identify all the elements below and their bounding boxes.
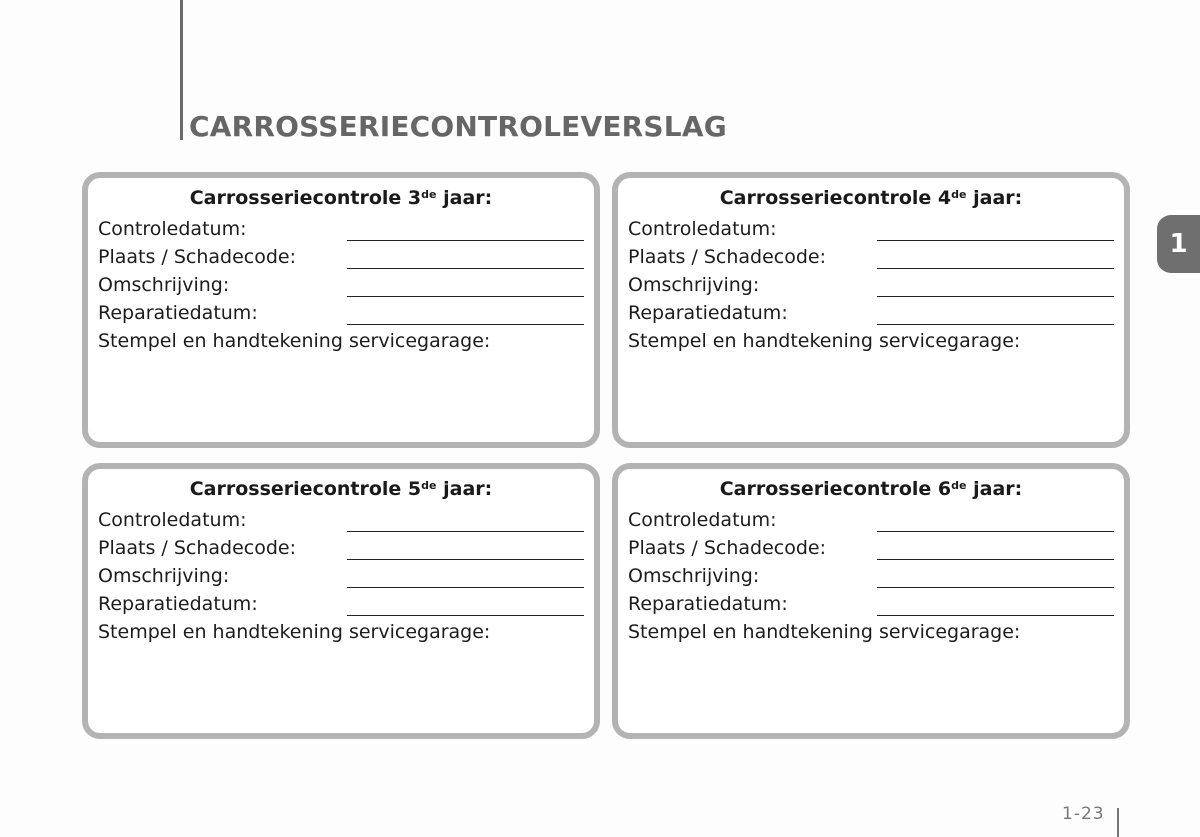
field-label: Reparatiedatum: [628, 302, 788, 324]
write-line [347, 587, 584, 588]
repair-date-field [628, 593, 1114, 621]
location-damage-code-field [98, 537, 584, 565]
write-line [877, 240, 1114, 241]
footer-rule [1117, 808, 1119, 837]
field-label: Controledatum: [628, 509, 777, 531]
field-label: Plaats / Schadecode: [628, 246, 827, 268]
field-label: Controledatum: [98, 218, 247, 240]
stamp-signature-label: Stempel en handtekening servicegarage: [628, 330, 1021, 352]
inspection-date-field [628, 509, 1114, 537]
field-label: Reparatiedatum: [98, 593, 258, 615]
field-label: Reparatiedatum: [98, 302, 258, 324]
card-title: Carrosseriecontrole 3de jaar: [189, 187, 493, 209]
ordinal-suffix: de [951, 479, 967, 492]
repair-date-field [98, 593, 584, 621]
write-line [877, 531, 1114, 532]
description-field [628, 565, 1114, 593]
write-line [347, 296, 584, 297]
write-line [877, 268, 1114, 269]
write-line [347, 615, 584, 616]
write-line [877, 324, 1114, 325]
field-label: Omschrijving: [98, 565, 230, 587]
inspection-card-year-4 [612, 172, 1130, 448]
repair-date-field [98, 302, 584, 330]
card-title: Carrosseriecontrole 6de jaar: [719, 478, 1023, 500]
inspection-card-year-3 [82, 172, 600, 448]
write-line [347, 268, 584, 269]
location-damage-code-field [628, 246, 1114, 274]
field-label: Plaats / Schadecode: [98, 537, 297, 559]
field-label: Omschrijving: [628, 565, 760, 587]
card-title: Carrosseriecontrole 4de jaar: [719, 187, 1023, 209]
field-label: Reparatiedatum: [628, 593, 788, 615]
description-field [628, 274, 1114, 302]
chapter-tab: 1 [1157, 215, 1200, 273]
inspection-card-year-5 [82, 463, 600, 739]
field-label: Plaats / Schadecode: [628, 537, 827, 559]
write-line [347, 531, 584, 532]
description-field [98, 274, 584, 302]
stamp-signature-label: Stempel en handtekening servicegarage: [98, 330, 491, 352]
write-line [347, 240, 584, 241]
field-label: Controledatum: [628, 218, 777, 240]
inspection-date-field [628, 218, 1114, 246]
field-label: Omschrijving: [98, 274, 230, 296]
write-line [877, 587, 1114, 588]
ordinal-suffix: de [421, 188, 437, 201]
repair-date-field [628, 302, 1114, 330]
description-field [98, 565, 584, 593]
write-line [347, 559, 584, 560]
location-damage-code-field [98, 246, 584, 274]
inspection-date-field [98, 218, 584, 246]
page-title: CARROSSERIECONTROLEVERSLAG [189, 110, 727, 143]
ordinal-suffix: de [421, 479, 437, 492]
write-line [877, 615, 1114, 616]
field-label: Plaats / Schadecode: [98, 246, 297, 268]
ordinal-suffix: de [951, 188, 967, 201]
stamp-signature-label: Stempel en handtekening servicegarage: [98, 621, 491, 643]
page-number: 1-23 [1062, 804, 1105, 824]
write-line [877, 296, 1114, 297]
write-line [877, 559, 1114, 560]
location-damage-code-field [628, 537, 1114, 565]
field-label: Controledatum: [98, 509, 247, 531]
inspection-date-field [98, 509, 584, 537]
header-rule [180, 0, 183, 140]
field-label: Omschrijving: [628, 274, 760, 296]
stamp-signature-label: Stempel en handtekening servicegarage: [628, 621, 1021, 643]
write-line [347, 324, 584, 325]
inspection-card-year-6 [612, 463, 1130, 739]
card-title: Carrosseriecontrole 5de jaar: [189, 478, 493, 500]
